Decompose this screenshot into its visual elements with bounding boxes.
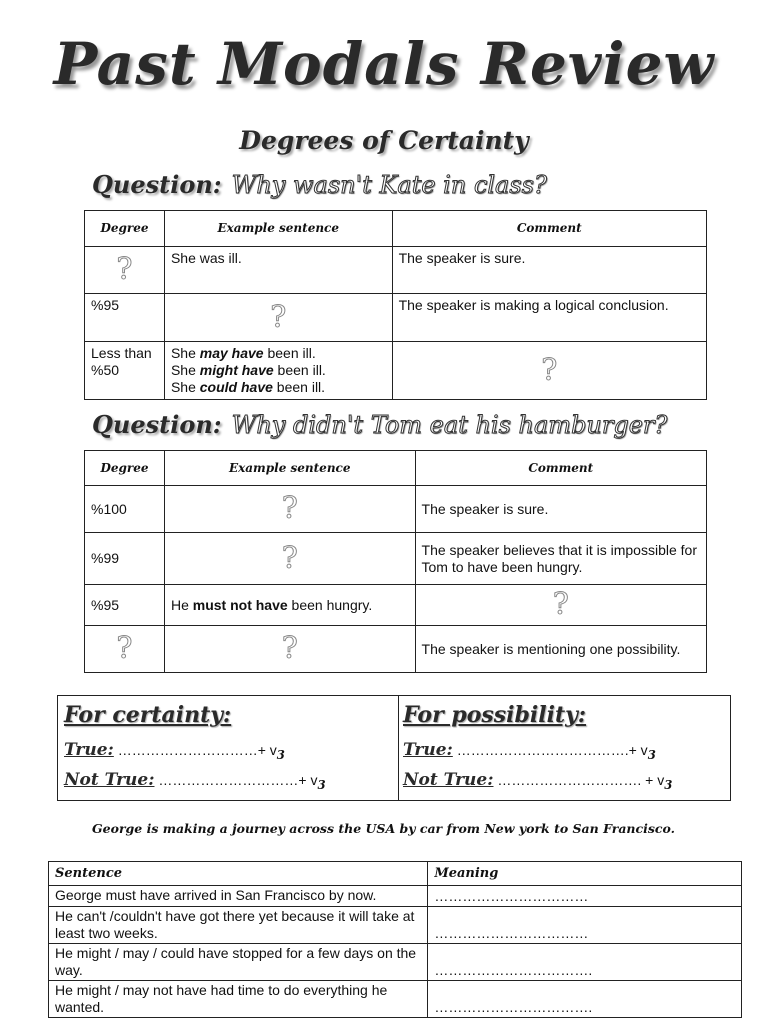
blank-line: …………………………+ $v_3$	[117, 742, 285, 762]
meaning-blank: …………………………….	[428, 981, 742, 1018]
sentence-cell	[164, 626, 415, 673]
certainty-true-line	[64, 740, 285, 762]
modal-verb: may have	[199, 345, 264, 361]
table-row	[85, 486, 707, 533]
sentence-cell: He might / may / could have stopped for a few days on the way.	[49, 944, 428, 981]
sentence-cell: George must have arrived in San Francisco by now.	[49, 886, 428, 907]
modal-sentence: She may have been ill.	[170, 345, 316, 361]
question-2	[92, 410, 667, 439]
sentence-cell: She was ill.	[164, 247, 392, 294]
question-mark-icon: ?	[116, 631, 133, 666]
modal-verb: must not have	[192, 596, 288, 613]
possibility-not-true-line	[403, 770, 672, 792]
degree-cell: Less than %50	[85, 342, 165, 400]
question-mark-icon: ?	[541, 352, 558, 388]
sentence-cell	[164, 342, 392, 400]
george-context: George is making a journey across the USA by car from New york to San Francisco.	[92, 821, 676, 836]
degree-cell	[85, 626, 165, 673]
table-row	[85, 294, 707, 342]
certainty-box	[57, 695, 399, 801]
header-degree: Degree	[85, 211, 165, 247]
table-tom-header	[85, 451, 707, 486]
blank-line: …………………………. + $v_3$	[497, 772, 673, 792]
question-mark-icon: ?	[281, 540, 298, 576]
meaning-blank: ……………………………	[428, 886, 742, 907]
comment-cell	[415, 585, 706, 626]
not-true-label: Not True:	[64, 770, 155, 790]
question-mark-icon: ?	[281, 631, 298, 666]
question-1-text: Why wasn't Kate in class?	[231, 171, 547, 199]
possibility-true-line	[403, 740, 656, 762]
header-sentence: Sentence	[49, 862, 428, 886]
degree-cell	[85, 247, 165, 294]
true-label: True:	[64, 740, 114, 760]
table-row	[49, 886, 742, 907]
comment-cell	[392, 342, 706, 400]
degree-cell: %95	[85, 294, 165, 342]
table-row	[49, 944, 742, 981]
header-meaning: Meaning	[428, 862, 742, 886]
sentence-cell: He can't /couldn't have got there yet because it will take at least two weeks.	[49, 907, 428, 944]
header-example: Example sentence	[164, 211, 392, 247]
question-2-label: Question:	[92, 410, 222, 439]
degree-cell: %95	[85, 585, 165, 626]
question-mark-icon: ?	[281, 491, 298, 526]
not-true-label: Not True:	[403, 770, 494, 790]
true-label: True:	[403, 740, 453, 760]
table-row	[85, 626, 707, 673]
header-example: Example sentence	[164, 451, 415, 486]
table-george	[48, 861, 742, 1018]
page-subtitle: Degrees of Certainty	[239, 126, 529, 155]
blank-line: ……………………………….+ $v_3$	[456, 742, 656, 762]
table-george-header	[49, 862, 742, 886]
header-comment: Comment	[392, 211, 706, 247]
table-row	[49, 907, 742, 944]
certainty-not-true-line	[64, 770, 326, 792]
possibility-box	[397, 695, 731, 801]
question-1-label: Question:	[92, 170, 222, 199]
meaning-blank: ……………………………	[428, 907, 742, 944]
possibility-heading: For possibility:	[403, 702, 587, 728]
table-tom	[84, 450, 707, 673]
modal-sentence: She might have been ill.	[170, 362, 326, 378]
comment-cell: The speaker believes that it is impossible for Tom to have been hungry.	[415, 533, 706, 585]
question-mark-icon: ?	[116, 252, 133, 287]
header-comment: Comment	[415, 451, 706, 486]
question-mark-icon: ?	[270, 299, 287, 335]
table-row	[85, 533, 707, 585]
sentence-cell: He might / may not have had time to do everything he wanted.	[49, 981, 428, 1018]
comment-cell: The speaker is making a logical conclusion.	[392, 294, 706, 342]
table-row	[85, 585, 707, 626]
sentence-cell	[164, 294, 392, 342]
question-1	[92, 170, 547, 199]
degree-cell: %100	[85, 486, 165, 533]
sentence-cell	[164, 533, 415, 585]
table-kate-header	[85, 211, 707, 247]
certainty-heading: For certainty:	[64, 702, 232, 728]
comment-cell: The speaker is mentioning one possibility.	[415, 626, 706, 673]
question-mark-icon: ?	[552, 587, 569, 622]
comment-cell: The speaker is sure.	[392, 247, 706, 294]
modal-verb: could have	[199, 379, 273, 395]
page-title: Past Modals Review	[53, 30, 715, 98]
modal-verb: might have	[199, 362, 274, 378]
table-row	[49, 981, 742, 1018]
table-kate	[84, 210, 707, 400]
modal-sentence: She could have been ill.	[170, 379, 326, 395]
header-degree: Degree	[85, 451, 165, 486]
sentence-cell: He must not have been hungry.	[164, 585, 415, 626]
question-2-text: Why didn't Tom eat his hamburger?	[231, 411, 668, 439]
degree-cell: %99	[85, 533, 165, 585]
meaning-blank: …………………………….	[428, 944, 742, 981]
comment-cell: The speaker is sure.	[415, 486, 706, 533]
sentence-cell	[164, 486, 415, 533]
table-row	[85, 247, 707, 294]
table-row	[85, 342, 707, 400]
blank-line: …………………………+ $v_3$	[158, 772, 326, 792]
